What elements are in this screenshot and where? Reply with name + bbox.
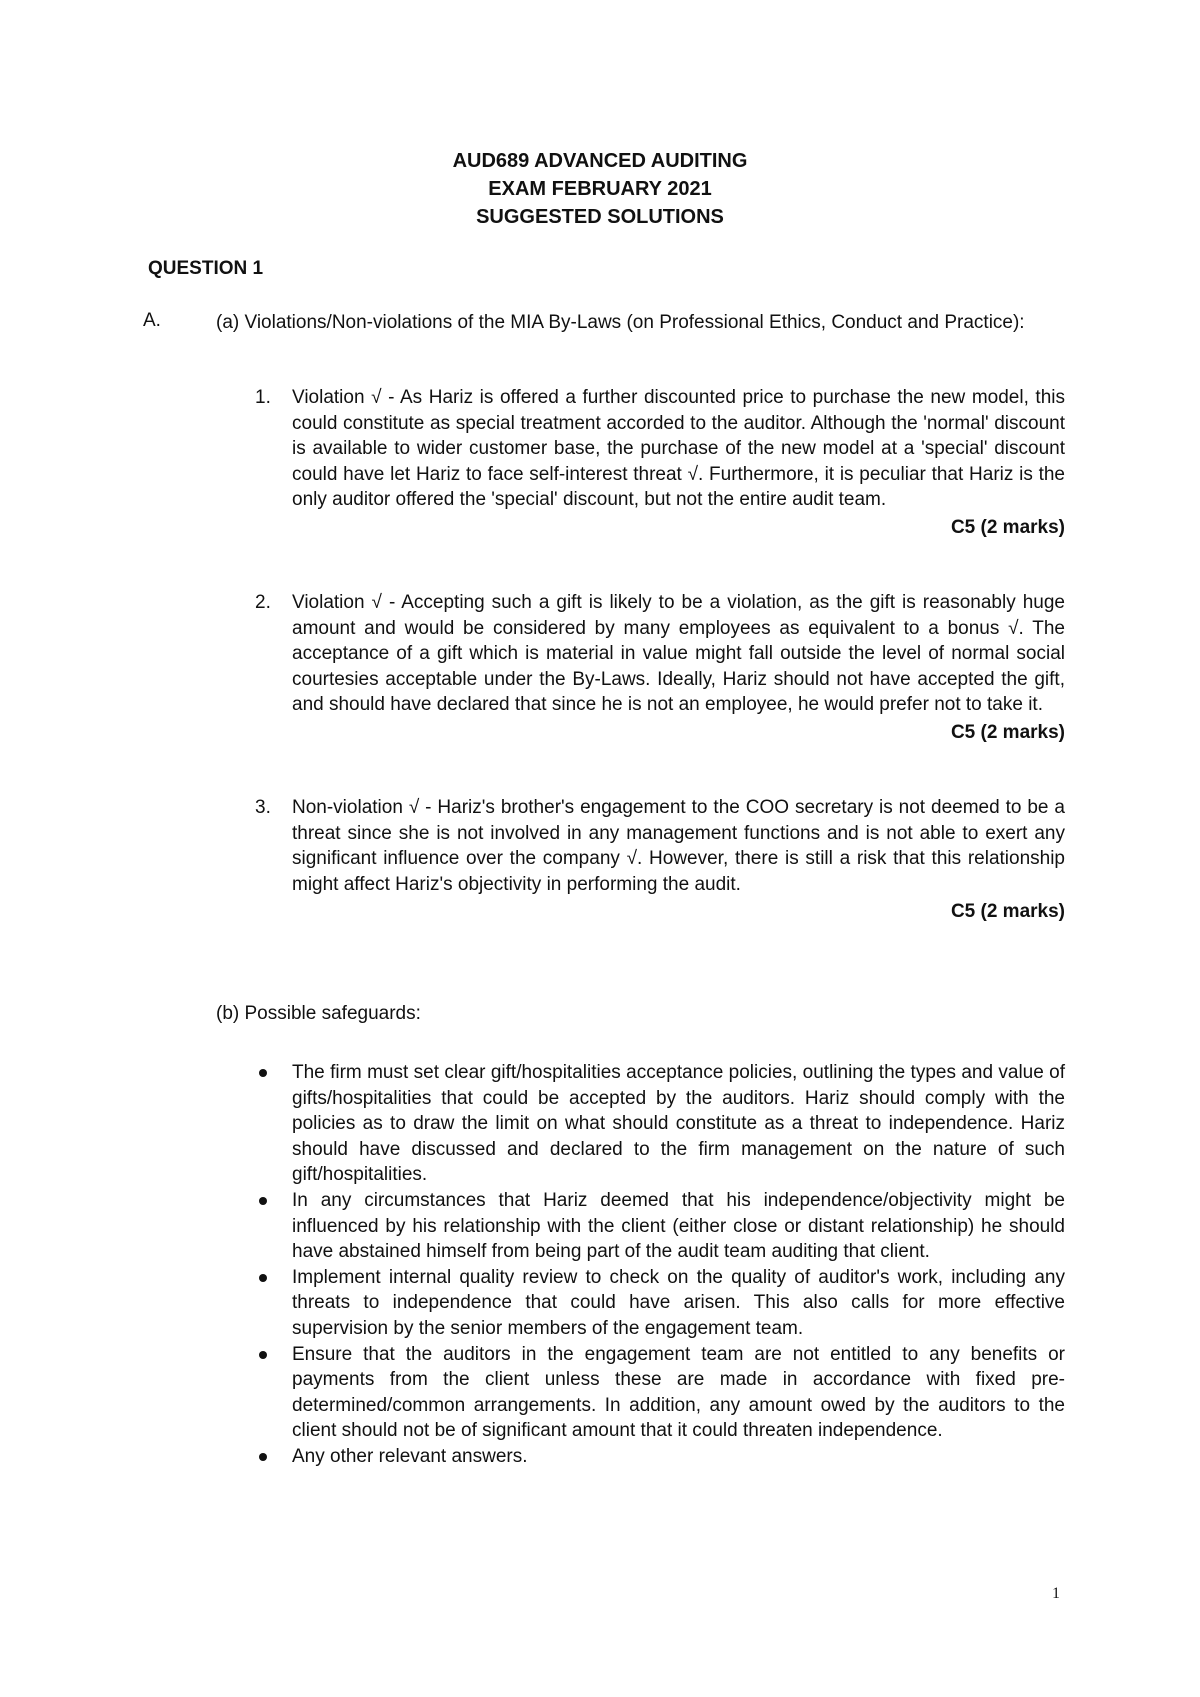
list-item (255, 1444, 1065, 1470)
list-item-text: Implement internal quality review to check on the quality of auditor's work, including any threats to independence that could have arisen. This also calls for more effective supervision by the senior members of the engagement team. (292, 1266, 1065, 1339)
bullet-icon (259, 1351, 267, 1359)
list-item (255, 1342, 1065, 1444)
solutions-title: SUGGESTED SOLUTIONS (476, 206, 724, 228)
bullet-icon (259, 1453, 267, 1461)
part-b-heading: (b) Possible safeguards: (216, 1003, 421, 1024)
item-marks: C5 (2 marks) (950, 516, 1065, 538)
answer-item-2 (255, 590, 1065, 745)
question-heading: QUESTION 1 (148, 258, 264, 279)
item-number: 2. (255, 592, 271, 613)
list-item-text: Any other relevant answers. (292, 1445, 528, 1467)
part-a-subheading: (a) Violations/Non-violations of the MIA By-Laws (on Professional Ethics, Conduct and Practice): (216, 312, 1025, 333)
course-title: AUD689 ADVANCED AUDITING (452, 150, 748, 172)
item-number: 3. (255, 797, 271, 818)
item-text: Non-violation √ - Hariz's brother's engagement to the COO secretary is not deemed to be a threat since she is not involved in any management functions and is not able to exert any significant influence over the company √. However, there is still a risk that this relationship might affect Hariz's objectivity in performing the audit. (292, 797, 1065, 895)
list-item-text: The firm must set clear gift/hospitalities acceptance policies, outlining the types and value of gifts/hospitalities that could be accepted by the auditors. Hariz should comply with the policies as to draw the limit on what should constitute as a threat to independence. Hariz should have discussed and declared to the firm management on the nature of such gift/hospitalities. (292, 1062, 1065, 1186)
item-number: 1. (255, 387, 271, 408)
item-marks: C5 (2 marks) (950, 721, 1065, 743)
item-marks: C5 (2 marks) (950, 901, 1065, 922)
page-number: 1 (1052, 1585, 1060, 1602)
list-item-text: In any circumstances that Hariz deemed that his independence/objectivity might be influenced by his relationship with the client (either close or distant relationship) he should have abstained himself from being part of the audit team auditing that client. (292, 1189, 1065, 1263)
exam-title: EXAM FEBRUARY 2021 (488, 178, 712, 200)
safeguards-list (255, 1060, 1065, 1470)
bullet-icon (259, 1197, 267, 1205)
list-item (255, 1188, 1065, 1265)
list-item (255, 1060, 1065, 1188)
bullet-icon (259, 1274, 267, 1282)
list-item-text: Ensure that the auditors in the engagement team are not entitled to any benefits or payments from the client unless these are made in accordance with fixed pre-determined/common arrangements. In addition, any amount owed by the auditors to the client should not be of significant amount that it could threaten independence. (292, 1343, 1065, 1442)
part-a-label: A. (143, 310, 161, 331)
answer-item-3 (255, 795, 1065, 925)
bullet-icon (259, 1069, 267, 1077)
answer-item-1 (255, 385, 1065, 540)
list-item (255, 1265, 1065, 1342)
item-text: Violation √ - Accepting such a gift is likely to be a violation, as the gift is reasonably huge amount and would be considered by many employees as equivalent to a bonus √. The acceptance of a gift which is material in value might fall outside the level of normal social courtesies acceptable under the By-Laws. Ideally, Hariz should not have accepted the gift, and should have declared that since he is not an employee, he would prefer not to take it. (292, 592, 1065, 715)
item-text: Violation √ - As Hariz is offered a further discounted price to purchase the new model, this could constitute as special treatment accorded to the auditor. Although the 'normal' discount is available to wider customer base, the purchase of the new model at a 'special' discount could have let Hariz to face self-interest threat √. Furthermore, it is peculiar that Hariz is the only auditor offered the 'special' discount, but not the entire audit team. (292, 387, 1065, 510)
